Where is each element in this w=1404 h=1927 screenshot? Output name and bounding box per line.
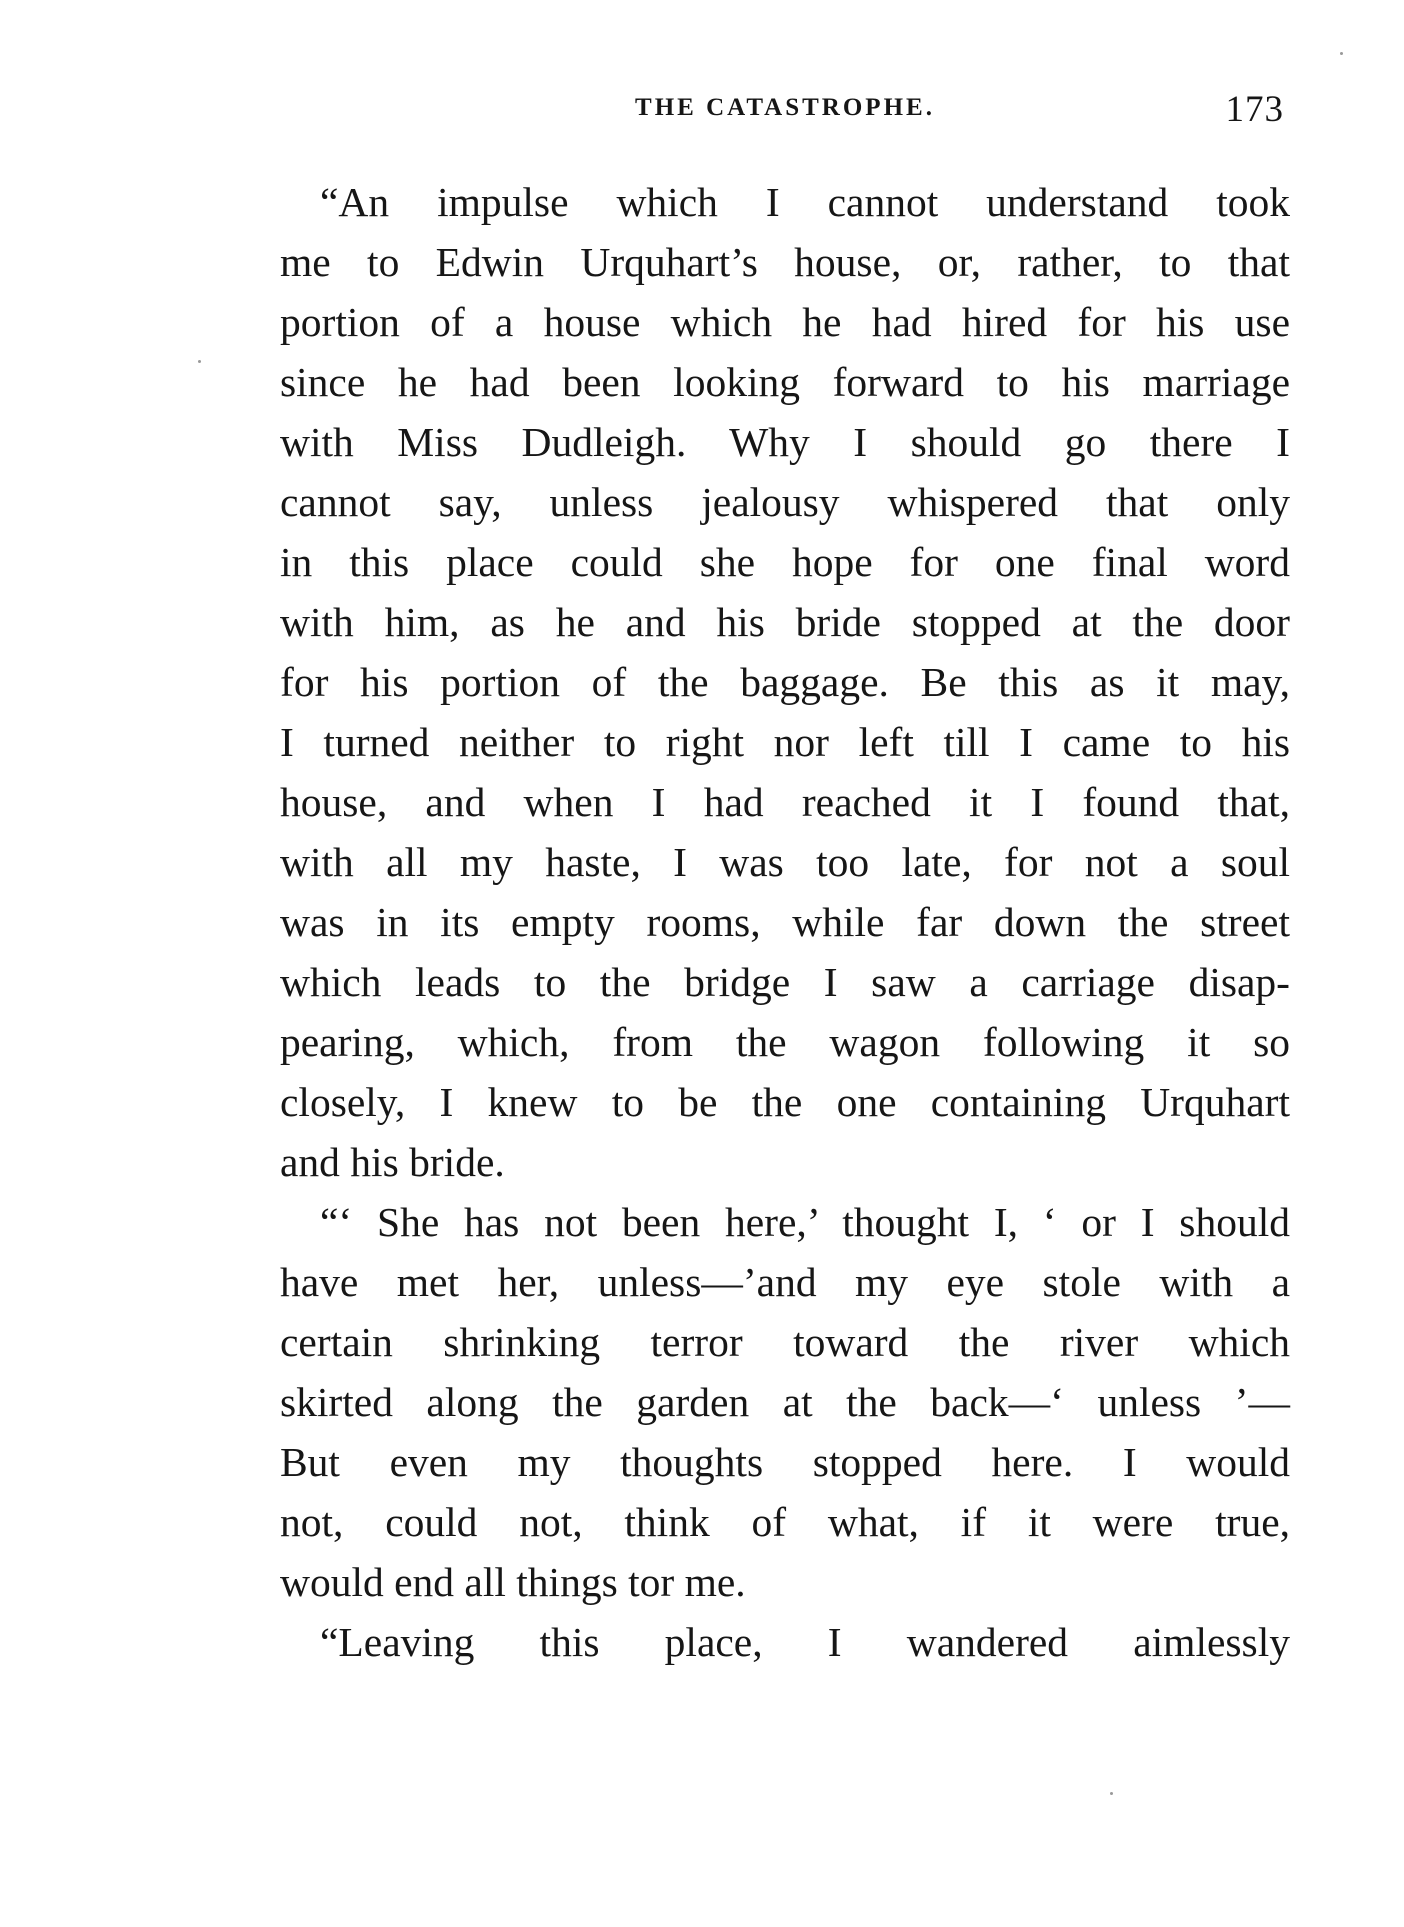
text-line: was in its empty rooms, while far down the street	[280, 899, 1290, 945]
body-text	[280, 172, 1290, 1672]
text-line: skirted along the garden at the back—‘ unless ’—	[280, 1379, 1290, 1425]
text-line: in this place could she hope for one final word	[280, 539, 1290, 585]
text-line: and his bride.	[280, 1139, 505, 1185]
text-line: me to Edwin Urquhart’s house, or, rather, to that	[280, 239, 1290, 285]
text-line: portion of a house which he had hired for his use	[280, 299, 1290, 345]
text-line: cannot say, unless jealousy whispered that only	[280, 479, 1290, 525]
text-line: with him, as he and his bride stopped at the door	[280, 599, 1290, 645]
paper-speck	[1110, 1792, 1113, 1795]
text-line: “Leaving this place, I wandered aimlessly	[320, 1619, 1290, 1665]
text-line: certain shrinking terror toward the river which	[280, 1319, 1290, 1365]
text-line: “An impulse which I cannot understand took	[320, 179, 1290, 225]
text-line: I turned neither to right nor left till I came to his	[280, 719, 1290, 765]
chapter-title: THE CATASTROPHE.	[635, 94, 935, 121]
text-line: for his portion of the baggage. Be this as it may,	[280, 659, 1290, 705]
text-line: not, could not, think of what, if it were true,	[280, 1499, 1290, 1545]
text-line: since he had been looking forward to his marriage	[280, 359, 1290, 405]
text-line: pearing, which, from the wagon following it so	[280, 1019, 1290, 1065]
text-line: “‘ She has not been here,’ thought I, ‘ or I should	[320, 1199, 1290, 1245]
text-line: But even my thoughts stopped here. I would	[280, 1439, 1290, 1485]
paper-speck	[198, 360, 201, 363]
text-line: have met her, unless—’and my eye stole with a	[280, 1259, 1290, 1305]
text-line: with all my haste, I was too late, for not a soul	[280, 839, 1290, 885]
text-line: closely, I knew to be the one containing Urquhart	[280, 1079, 1290, 1125]
text-line: with Miss Dudleigh. Why I should go there I	[280, 419, 1290, 465]
text-line: would end all things tor me.	[280, 1559, 746, 1605]
paper-speck	[1340, 52, 1343, 55]
page-number: 173	[1225, 89, 1284, 130]
text-line: house, and when I had reached it I found that,	[280, 779, 1290, 825]
running-head	[280, 89, 1290, 132]
text-line: which leads to the bridge I saw a carriage disap-	[280, 959, 1290, 1005]
